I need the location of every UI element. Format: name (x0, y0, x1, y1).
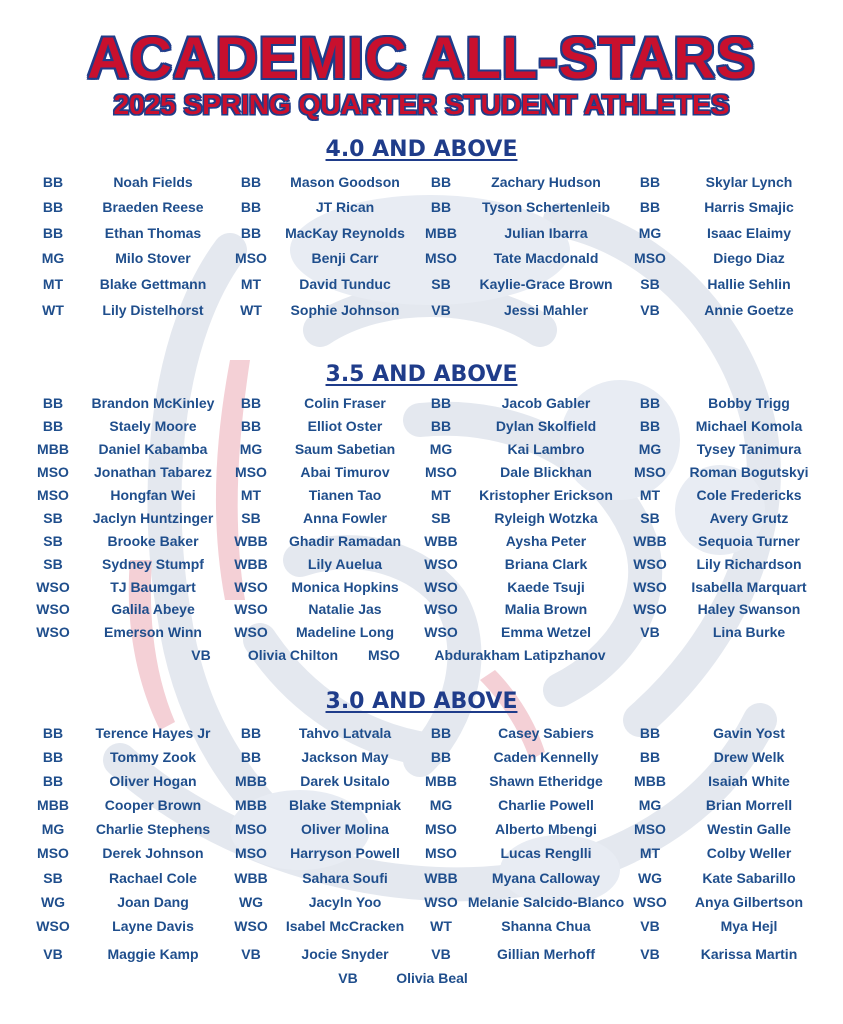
sport-code: WSO (424, 601, 458, 617)
sport-code: WSO (424, 579, 458, 595)
athlete-name: Olivia Beal (396, 970, 468, 986)
athlete-name: Jacob Gabler (501, 395, 591, 411)
sport-code: VB (431, 302, 451, 318)
athlete-name: Ghadir Ramadan (288, 533, 402, 549)
sport-code: WSO (633, 556, 667, 572)
athlete-name: Blake Gettmann (99, 276, 207, 292)
athlete-name: Abai Timurov (300, 464, 390, 480)
sport-code: WBB (633, 533, 667, 549)
athlete-name: Milo Stover (115, 250, 191, 266)
athlete-name: Mya Hejl (720, 918, 778, 934)
sport-code: MBB (425, 225, 457, 241)
athlete-name: Casey Sabiers (498, 725, 594, 741)
athlete-name: Tahvo Latvala (298, 725, 392, 741)
athlete-name: Natalie Jas (308, 601, 382, 617)
athlete-name: Annie Goetze (704, 302, 794, 318)
athlete-name: Westin Galle (707, 821, 791, 837)
athlete-name: Harris Smajic (704, 199, 794, 215)
athlete-name: Hongfan Wei (110, 487, 196, 503)
athlete-name: Ethan Thomas (104, 225, 202, 241)
sport-code: SB (640, 510, 660, 526)
athlete-name: Drew Welk (713, 749, 785, 765)
page-title: ACADEMIC ALL-STARS (87, 26, 756, 91)
sport-code: BB (639, 174, 661, 190)
athlete-name: Zachary Hudson (491, 174, 601, 190)
athlete-name: Haley Swanson (697, 601, 801, 617)
sport-code: MBB (37, 441, 69, 457)
athlete-name: Karissa Martin (700, 946, 798, 962)
athlete-name: Daniel Kabamba (98, 441, 208, 457)
sport-code: MBB (235, 797, 267, 813)
athlete-name: Isabella Marquart (691, 579, 807, 595)
sport-code: BB (42, 174, 64, 190)
athlete-name: Ryleigh Wotzka (494, 510, 598, 526)
athlete-name: Tyson Schertenleib (481, 199, 611, 215)
sport-code: BB (430, 749, 452, 765)
sport-code: WBB (234, 533, 268, 549)
athlete-name: Aysha Peter (505, 533, 587, 549)
athlete-name: Charlie Powell (498, 797, 594, 813)
athlete-name: Terence Hayes Jr (95, 725, 211, 741)
athlete-name: Lily Auelua (307, 556, 383, 572)
sport-code: BB (639, 725, 661, 741)
page-subtitle: 2025 SPRING QUARTER STUDENT ATHLETES (113, 89, 730, 120)
athlete-name: Dylan Skolfield (495, 418, 597, 434)
sport-code: VB (241, 946, 261, 962)
sport-code: MG (429, 441, 453, 457)
sport-code: WT (240, 302, 262, 318)
sport-code: SB (431, 510, 451, 526)
athlete-name: Lina Burke (712, 624, 786, 640)
athlete-name: Darek Usitalo (300, 773, 390, 789)
athlete-name: Tate Macdonald (493, 250, 599, 266)
athlete-name: Cooper Brown (104, 797, 202, 813)
sport-code: MSO (425, 464, 457, 480)
sport-code: MG (638, 441, 662, 457)
athlete-name: Tommy Zook (109, 749, 197, 765)
sport-code: BB (639, 199, 661, 215)
sport-code: VB (43, 946, 63, 962)
sport-code: BB (430, 199, 452, 215)
athlete-name: Gillian Merhoff (497, 946, 595, 962)
sport-code: BB (42, 225, 64, 241)
sport-code: BB (42, 725, 64, 741)
sport-code: BB (240, 174, 262, 190)
athlete-name: Lily Distelhorst (102, 302, 204, 318)
athlete-name: Emerson Winn (104, 624, 202, 640)
sport-code: MSO (235, 250, 267, 266)
sport-code: VB (640, 946, 660, 962)
sport-code: BB (430, 395, 452, 411)
athlete-name: Jocie Snyder (301, 946, 389, 962)
sport-code: MT (240, 276, 262, 292)
athlete-name: Anya Gilbertson (694, 894, 804, 910)
sport-code: WBB (424, 870, 458, 886)
sport-code: SB (640, 276, 660, 292)
athlete-name: Joan Dang (117, 894, 189, 910)
sport-code: WBB (424, 533, 458, 549)
sport-code: WT (430, 918, 452, 934)
sport-code: WSO (633, 579, 667, 595)
sport-code: MBB (37, 797, 69, 813)
sport-code: BB (240, 418, 262, 434)
sport-code: MG (638, 797, 662, 813)
sport-code: BB (240, 199, 262, 215)
sport-code: MSO (37, 487, 69, 503)
athlete-name: Kaede Tsuji (507, 579, 585, 595)
athlete-name: Kate Sabarillo (702, 870, 796, 886)
sport-code: BB (42, 199, 64, 215)
athlete-name: Galila Abeye (111, 601, 195, 617)
sport-code: VB (338, 970, 358, 986)
sport-code: MSO (37, 464, 69, 480)
sport-code: MT (240, 487, 262, 503)
athlete-name: Diego Diaz (713, 250, 785, 266)
sport-code: WSO (633, 601, 667, 617)
athlete-name: Cole Fredericks (696, 487, 802, 503)
sport-code: WSO (234, 601, 268, 617)
sport-code: VB (640, 918, 660, 934)
athlete-name: Staely Moore (109, 418, 197, 434)
athlete-name: Lucas Renglli (500, 845, 592, 861)
sport-code: SB (43, 510, 63, 526)
sport-code: WSO (36, 579, 70, 595)
athlete-name: Dale Blickhan (500, 464, 592, 480)
sport-code: WSO (234, 624, 268, 640)
sport-code: WSO (424, 556, 458, 572)
sport-code: VB (191, 647, 211, 663)
athlete-name: Emma Wetzel (501, 624, 591, 640)
sport-code: BB (639, 395, 661, 411)
sport-code: WSO (36, 601, 70, 617)
sport-code: WT (42, 302, 64, 318)
sport-code: WBB (234, 870, 268, 886)
sport-code: BB (42, 418, 64, 434)
sport-code: SB (431, 276, 451, 292)
sport-code: WSO (36, 624, 70, 640)
athlete-name: Elliot Oster (307, 418, 383, 434)
athlete-name: Kaylie-Grace Brown (479, 276, 613, 292)
athlete-name: Isaac Elaimy (706, 225, 792, 241)
athlete-name: Roman Bogutskyi (689, 464, 809, 480)
sport-code: MG (41, 250, 65, 266)
athlete-name: Harryson Powell (290, 845, 400, 861)
athlete-name: Oliver Molina (301, 821, 389, 837)
athlete-name: JT Rican (315, 199, 375, 215)
sport-code: BB (430, 725, 452, 741)
athlete-name: Sequoia Turner (698, 533, 800, 549)
sport-code: WSO (424, 624, 458, 640)
athlete-name: Charlie Stephens (95, 821, 211, 837)
sport-code: MBB (634, 773, 666, 789)
athlete-name: Colin Fraser (304, 395, 386, 411)
sport-code: MSO (634, 821, 666, 837)
athlete-name: Michael Komola (695, 418, 803, 434)
athlete-name: Mason Goodson (290, 174, 400, 190)
athlete-name: Oliver Hogan (109, 773, 197, 789)
sport-code: BB (240, 225, 262, 241)
athlete-name: Sophie Johnson (290, 302, 400, 318)
athlete-name: Isaiah White (708, 773, 790, 789)
athlete-name: Bobby Trigg (708, 395, 790, 411)
athlete-name: Jaclyn Huntzinger (92, 510, 214, 526)
sport-code: MSO (235, 845, 267, 861)
sport-code: SB (43, 533, 63, 549)
athlete-name: Caden Kennelly (493, 749, 599, 765)
athlete-name: Skylar Lynch (705, 174, 793, 190)
athlete-name: Tianen Tao (308, 487, 382, 503)
sport-code: MG (638, 225, 662, 241)
sport-code: MSO (37, 845, 69, 861)
section-heading (0, 689, 843, 715)
sport-code: MT (639, 487, 661, 503)
athlete-name: Saum Sabetian (294, 441, 396, 457)
sport-code: WSO (36, 918, 70, 934)
sport-code: VB (640, 302, 660, 318)
sport-code: WSO (234, 918, 268, 934)
athlete-name: Jonathan Tabarez (94, 464, 212, 480)
athlete-name: Shanna Chua (501, 918, 591, 934)
sport-code: BB (42, 773, 64, 789)
sport-code: BB (240, 749, 262, 765)
sport-code: MSO (634, 464, 666, 480)
athlete-name: Brooke Baker (107, 533, 199, 549)
sport-code: WBB (234, 556, 268, 572)
athlete-name: Tysey Tanimura (696, 441, 802, 457)
athlete-name: Noah Fields (113, 174, 193, 190)
sport-code: BB (430, 174, 452, 190)
athlete-name: Brandon McKinley (91, 395, 215, 411)
athlete-name: Jackson May (301, 749, 389, 765)
sport-code: MSO (235, 821, 267, 837)
sport-code: MT (42, 276, 64, 292)
sport-code: MBB (425, 773, 457, 789)
athlete-name: Brian Morrell (705, 797, 793, 813)
athlete-name: Layne Davis (112, 918, 194, 934)
sport-code: MG (239, 441, 263, 457)
section-heading (0, 137, 843, 163)
athlete-name: Jacyln Yoo (308, 894, 382, 910)
sport-code: MT (639, 845, 661, 861)
sport-code: MSO (425, 821, 457, 837)
athlete-name: Myana Calloway (491, 870, 601, 886)
athlete-name: Olivia Chilton (247, 647, 339, 663)
sport-code: MSO (425, 845, 457, 861)
sport-code: WG (238, 894, 264, 910)
athlete-name: Shawn Etheridge (489, 773, 603, 789)
sport-code: BB (42, 749, 64, 765)
athlete-name: Kai Lambro (507, 441, 585, 457)
sport-code: MG (41, 821, 65, 837)
athlete-name: Gavin Yost (713, 725, 785, 741)
sport-code: MSO (634, 250, 666, 266)
athlete-name: Anna Fowler (302, 510, 388, 526)
athlete-name: Monica Hopkins (291, 579, 399, 595)
athlete-name: MacKay Reynolds (285, 225, 405, 241)
athlete-name: Julian Ibarra (504, 225, 588, 241)
athlete-name: TJ Baumgart (110, 579, 196, 595)
athlete-name: Braeden Reese (102, 199, 204, 215)
section-heading-text: 3.5 AND ABOVE (325, 362, 518, 387)
athlete-name: Briana Clark (504, 556, 588, 572)
sport-code: MSO (235, 464, 267, 480)
sport-code: BB (430, 418, 452, 434)
sport-code: BB (639, 749, 661, 765)
section-heading (0, 362, 843, 388)
sport-code: WSO (234, 579, 268, 595)
sport-code: MT (430, 487, 452, 503)
athlete-name: Blake Stempniak (288, 797, 402, 813)
sport-code: SB (43, 870, 63, 886)
sport-code: SB (43, 556, 63, 572)
section-heading-text: 3.0 AND ABOVE (325, 689, 518, 714)
sport-code: MG (429, 797, 453, 813)
athlete-name: Derek Johnson (102, 845, 204, 861)
athlete-name: Jessi Mahler (503, 302, 589, 318)
athlete-name: David Tunduc (299, 276, 391, 292)
athlete-name: Lily Richardson (696, 556, 802, 572)
athlete-name: Sydney Stumpf (102, 556, 204, 572)
athlete-name: Kristopher Erickson (479, 487, 613, 503)
sport-code: BB (42, 395, 64, 411)
sport-code: BB (639, 418, 661, 434)
athlete-name: Isabel McCracken (285, 918, 405, 934)
athlete-name: Sahara Soufi (302, 870, 388, 886)
sport-code: MSO (368, 647, 400, 663)
athlete-name: Hallie Sehlin (707, 276, 791, 292)
athlete-name: Maggie Kamp (107, 946, 199, 962)
sport-code: VB (431, 946, 451, 962)
athlete-name: Alberto Mbengi (495, 821, 597, 837)
athlete-name: Benji Carr (311, 250, 379, 266)
sport-code: WG (637, 870, 663, 886)
sport-code: WSO (424, 894, 458, 910)
sport-code: VB (640, 624, 660, 640)
sport-code: BB (240, 725, 262, 741)
athlete-name: Avery Grutz (709, 510, 789, 526)
sport-code: MBB (235, 773, 267, 789)
sport-code: WSO (633, 894, 667, 910)
athlete-name: Abdurakham Latipzhanov (434, 647, 606, 663)
sport-code: BB (240, 395, 262, 411)
athlete-name: Rachael Cole (109, 870, 197, 886)
sport-code: MSO (425, 250, 457, 266)
athlete-name: Malia Brown (504, 601, 588, 617)
sport-code: SB (241, 510, 261, 526)
athlete-name: Colby Weller (706, 845, 792, 861)
athlete-name: Madeline Long (296, 624, 394, 640)
athlete-name: Melanie Salcido-Blanco (467, 894, 625, 910)
section-heading-text: 4.0 AND ABOVE (325, 137, 518, 162)
sport-code: WG (40, 894, 66, 910)
